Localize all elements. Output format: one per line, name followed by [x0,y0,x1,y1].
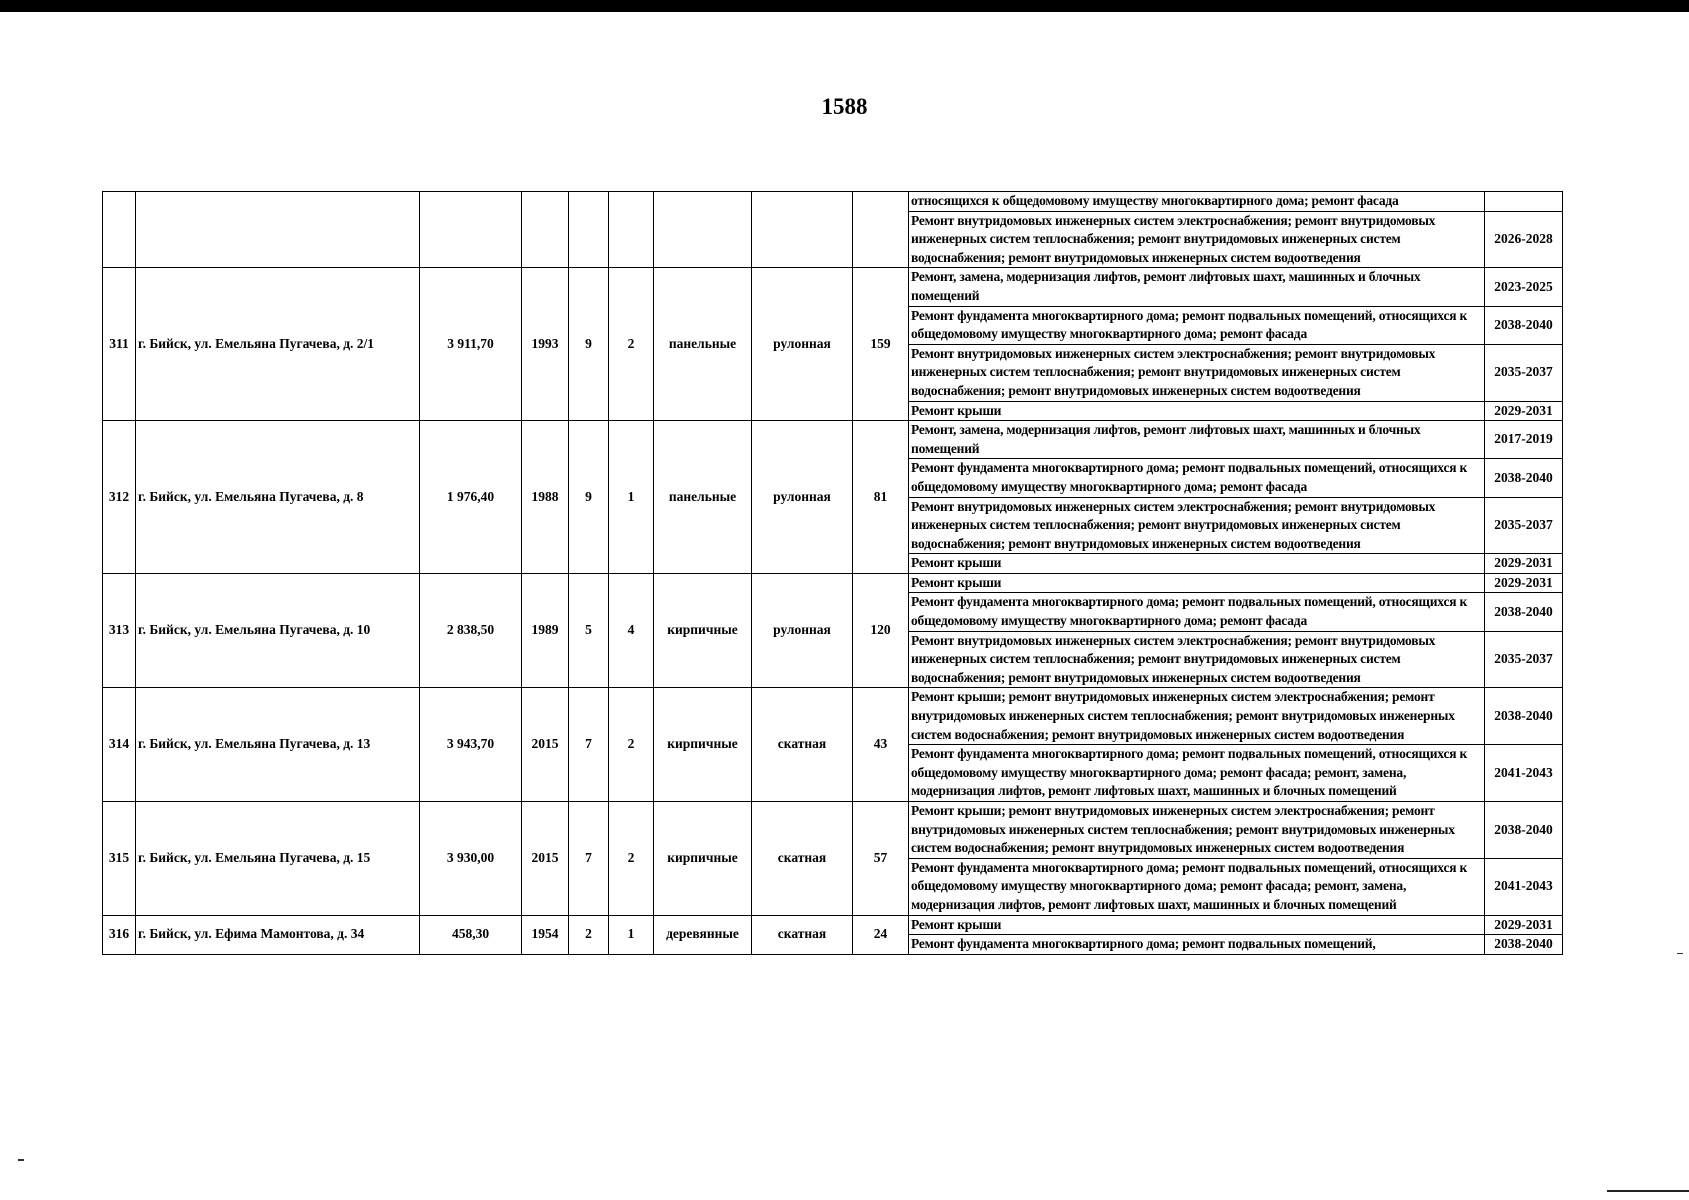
year-built-cell [522,192,569,268]
work-years-cell [1485,192,1563,212]
address-cell: г. Бийск, ул. Емельяна Пугачева, д. 15 [136,802,420,916]
work-type-cell: Ремонт внутридомовых инженерных систем электроснабжения; ремонт внутридомовых инженерных систем теплоснабжения; ремонт внутридомовых инженерных систем водоснабжения; ремонт внутридомовых инженерных систем водоотведения [909,344,1485,401]
table-row [103,573,1563,593]
year-built-cell: 1989 [522,573,569,688]
floors-cell: 7 [569,802,609,916]
area-cell: 1 976,40 [420,421,522,574]
table-row [103,915,1563,935]
year-built-cell: 1993 [522,268,569,421]
walls-cell: деревянные [654,915,752,954]
address-cell: г. Бийск, ул. Емельяна Пугачева, д. 13 [136,688,420,802]
row-number-cell: 312 [103,421,136,574]
address-cell: г. Бийск, ул. Емельяна Пугачева, д. 2/1 [136,268,420,421]
roof-cell: скатная [752,688,853,802]
table-row [103,802,1563,859]
area-cell: 458,30 [420,915,522,954]
roof-cell: рулонная [752,573,853,688]
work-years-cell: 2029-2031 [1485,401,1563,421]
row-number-cell [103,192,136,268]
scan-corner-mark [1607,1190,1689,1200]
address-cell: г. Бийск, ул. Емельяна Пугачева, д. 8 [136,421,420,574]
work-years-cell: 2038-2040 [1485,802,1563,859]
table-row [103,688,1563,745]
year-built-cell: 1954 [522,915,569,954]
work-years-cell: 2035-2037 [1485,497,1563,554]
entrances-cell [609,192,654,268]
work-years-cell: 2035-2037 [1485,344,1563,401]
work-type-cell: Ремонт фундамента многоквартирного дома; ремонт подвальных помещений, относящихся к общедомовому имуществу многоквартирного дома; ремонт фасада; ремонт, замена, модернизация лифтов, ремонт лифтовых шахт, машинных и блочных помещений [909,858,1485,915]
roof-cell: рулонная [752,268,853,421]
row-number-cell: 315 [103,802,136,916]
scan-mark [18,1159,24,1161]
work-years-cell: 2038-2040 [1485,306,1563,344]
work-years-cell: 2029-2031 [1485,554,1563,574]
residents-cell: 120 [853,573,909,688]
work-years-cell: 2035-2037 [1485,631,1563,688]
work-years-cell: 2038-2040 [1485,935,1563,955]
address-cell: г. Бийск, ул. Емельяна Пугачева, д. 10 [136,573,420,688]
work-years-cell: 2023-2025 [1485,268,1563,306]
work-type-cell: Ремонт крыши; ремонт внутридомовых инженерных систем электроснабжения; ремонт внутридомовых инженерных систем теплоснабжения; ремонт внутридомовых инженерных систем водоснабжения; ремонт внутридомовых инженерных систем водоотведения [909,802,1485,859]
work-years-cell: 2017-2019 [1485,421,1563,459]
work-type-cell: Ремонт крыши [909,573,1485,593]
entrances-cell: 1 [609,915,654,954]
work-type-cell: Ремонт крыши [909,915,1485,935]
address-cell: г. Бийск, ул. Ефима Мамонтова, д. 34 [136,915,420,954]
table-row [103,268,1563,306]
floors-cell: 5 [569,573,609,688]
address-cell [136,192,420,268]
entrances-cell: 2 [609,268,654,421]
area-cell [420,192,522,268]
residents-cell: 159 [853,268,909,421]
work-type-cell: Ремонт крыши [909,554,1485,574]
entrances-cell: 2 [609,688,654,802]
work-type-cell: Ремонт фундамента многоквартирного дома; ремонт подвальных помещений, относящихся к общедомовому имуществу многоквартирного дома; ремонт фасада [909,306,1485,344]
walls-cell: панельные [654,268,752,421]
row-number-cell: 314 [103,688,136,802]
work-type-cell: Ремонт фундамента многоквартирного дома; ремонт подвальных помещений, относящихся к общедомовому имуществу многоквартирного дома; ремонт фасада; ремонт, замена, модернизация лифтов, ремонт лифтовых шахт, машинных и блочных помещений [909,745,1485,802]
work-years-cell: 2038-2040 [1485,593,1563,631]
work-type-cell: Ремонт фундамента многоквартирного дома; ремонт подвальных помещений, [909,935,1485,955]
year-built-cell: 2015 [522,802,569,916]
work-years-cell: 2041-2043 [1485,745,1563,802]
work-years-cell: 2041-2043 [1485,858,1563,915]
work-years-cell: 2038-2040 [1485,459,1563,497]
row-number-cell: 311 [103,268,136,421]
floors-cell: 9 [569,421,609,574]
residents-cell: 43 [853,688,909,802]
entrances-cell: 2 [609,802,654,916]
roof-cell [752,192,853,268]
table-row [103,421,1563,459]
row-number-cell: 313 [103,573,136,688]
work-years-cell: 2026-2028 [1485,211,1563,268]
walls-cell: кирпичные [654,802,752,916]
work-years-cell: 2029-2031 [1485,915,1563,935]
roof-cell: скатная [752,915,853,954]
work-type-cell: Ремонт крыши [909,401,1485,421]
table-row [103,192,1563,212]
walls-cell: панельные [654,421,752,574]
walls-cell [654,192,752,268]
roof-cell: скатная [752,802,853,916]
floors-cell: 7 [569,688,609,802]
floors-cell: 2 [569,915,609,954]
work-type-cell: Ремонт фундамента многоквартирного дома; ремонт подвальных помещений, относящихся к общедомовому имуществу многоквартирного дома; ремонт фасада [909,459,1485,497]
floors-cell [569,192,609,268]
work-years-cell: 2038-2040 [1485,688,1563,745]
work-type-cell: относящихся к общедомовому имуществу многоквартирного дома; ремонт фасада [909,192,1485,212]
residents-cell [853,192,909,268]
year-built-cell: 2015 [522,688,569,802]
work-type-cell: Ремонт крыши; ремонт внутридомовых инженерных систем электроснабжения; ремонт внутридомовых инженерных систем теплоснабжения; ремонт внутридомовых инженерных систем водоснабжения; ремонт внутридомовых инженерных систем водоотведения [909,688,1485,745]
residents-cell: 57 [853,802,909,916]
work-type-cell: Ремонт внутридомовых инженерных систем электроснабжения; ремонт внутридомовых инженерных систем теплоснабжения; ремонт внутридомовых инженерных систем водоснабжения; ремонт внутридомовых инженерных систем водоотведения [909,211,1485,268]
residents-cell: 24 [853,915,909,954]
year-built-cell: 1988 [522,421,569,574]
area-cell: 3 943,70 [420,688,522,802]
area-cell: 2 838,50 [420,573,522,688]
work-years-cell: 2029-2031 [1485,573,1563,593]
table-body [103,192,1563,955]
floors-cell: 9 [569,268,609,421]
work-type-cell: Ремонт, замена, модернизация лифтов, ремонт лифтовых шахт, машинных и блочных помещений [909,268,1485,306]
work-type-cell: Ремонт внутридомовых инженерных систем электроснабжения; ремонт внутридомовых инженерных систем теплоснабжения; ремонт внутридомовых инженерных систем водоснабжения; ремонт внутридомовых инженерных систем водоотведения [909,497,1485,554]
area-cell: 3 911,70 [420,268,522,421]
entrances-cell: 4 [609,573,654,688]
page-number: 1588 [821,94,868,119]
housing-repair-table [102,191,1563,955]
work-type-cell: Ремонт, замена, модернизация лифтов, ремонт лифтовых шахт, машинных и блочных помещений [909,421,1485,459]
area-cell: 3 930,00 [420,802,522,916]
scan-mark [1677,953,1683,954]
residents-cell: 81 [853,421,909,574]
entrances-cell: 1 [609,421,654,574]
roof-cell: рулонная [752,421,853,574]
work-type-cell: Ремонт внутридомовых инженерных систем электроснабжения; ремонт внутридомовых инженерных систем теплоснабжения; ремонт внутридомовых инженерных систем водоснабжения; ремонт внутридомовых инженерных систем водоотведения [909,631,1485,688]
walls-cell: кирпичные [654,573,752,688]
walls-cell: кирпичные [654,688,752,802]
scan-top-edge [0,0,1689,12]
work-type-cell: Ремонт фундамента многоквартирного дома; ремонт подвальных помещений, относящихся к общедомовому имуществу многоквартирного дома; ремонт фасада [909,593,1485,631]
row-number-cell: 316 [103,915,136,954]
